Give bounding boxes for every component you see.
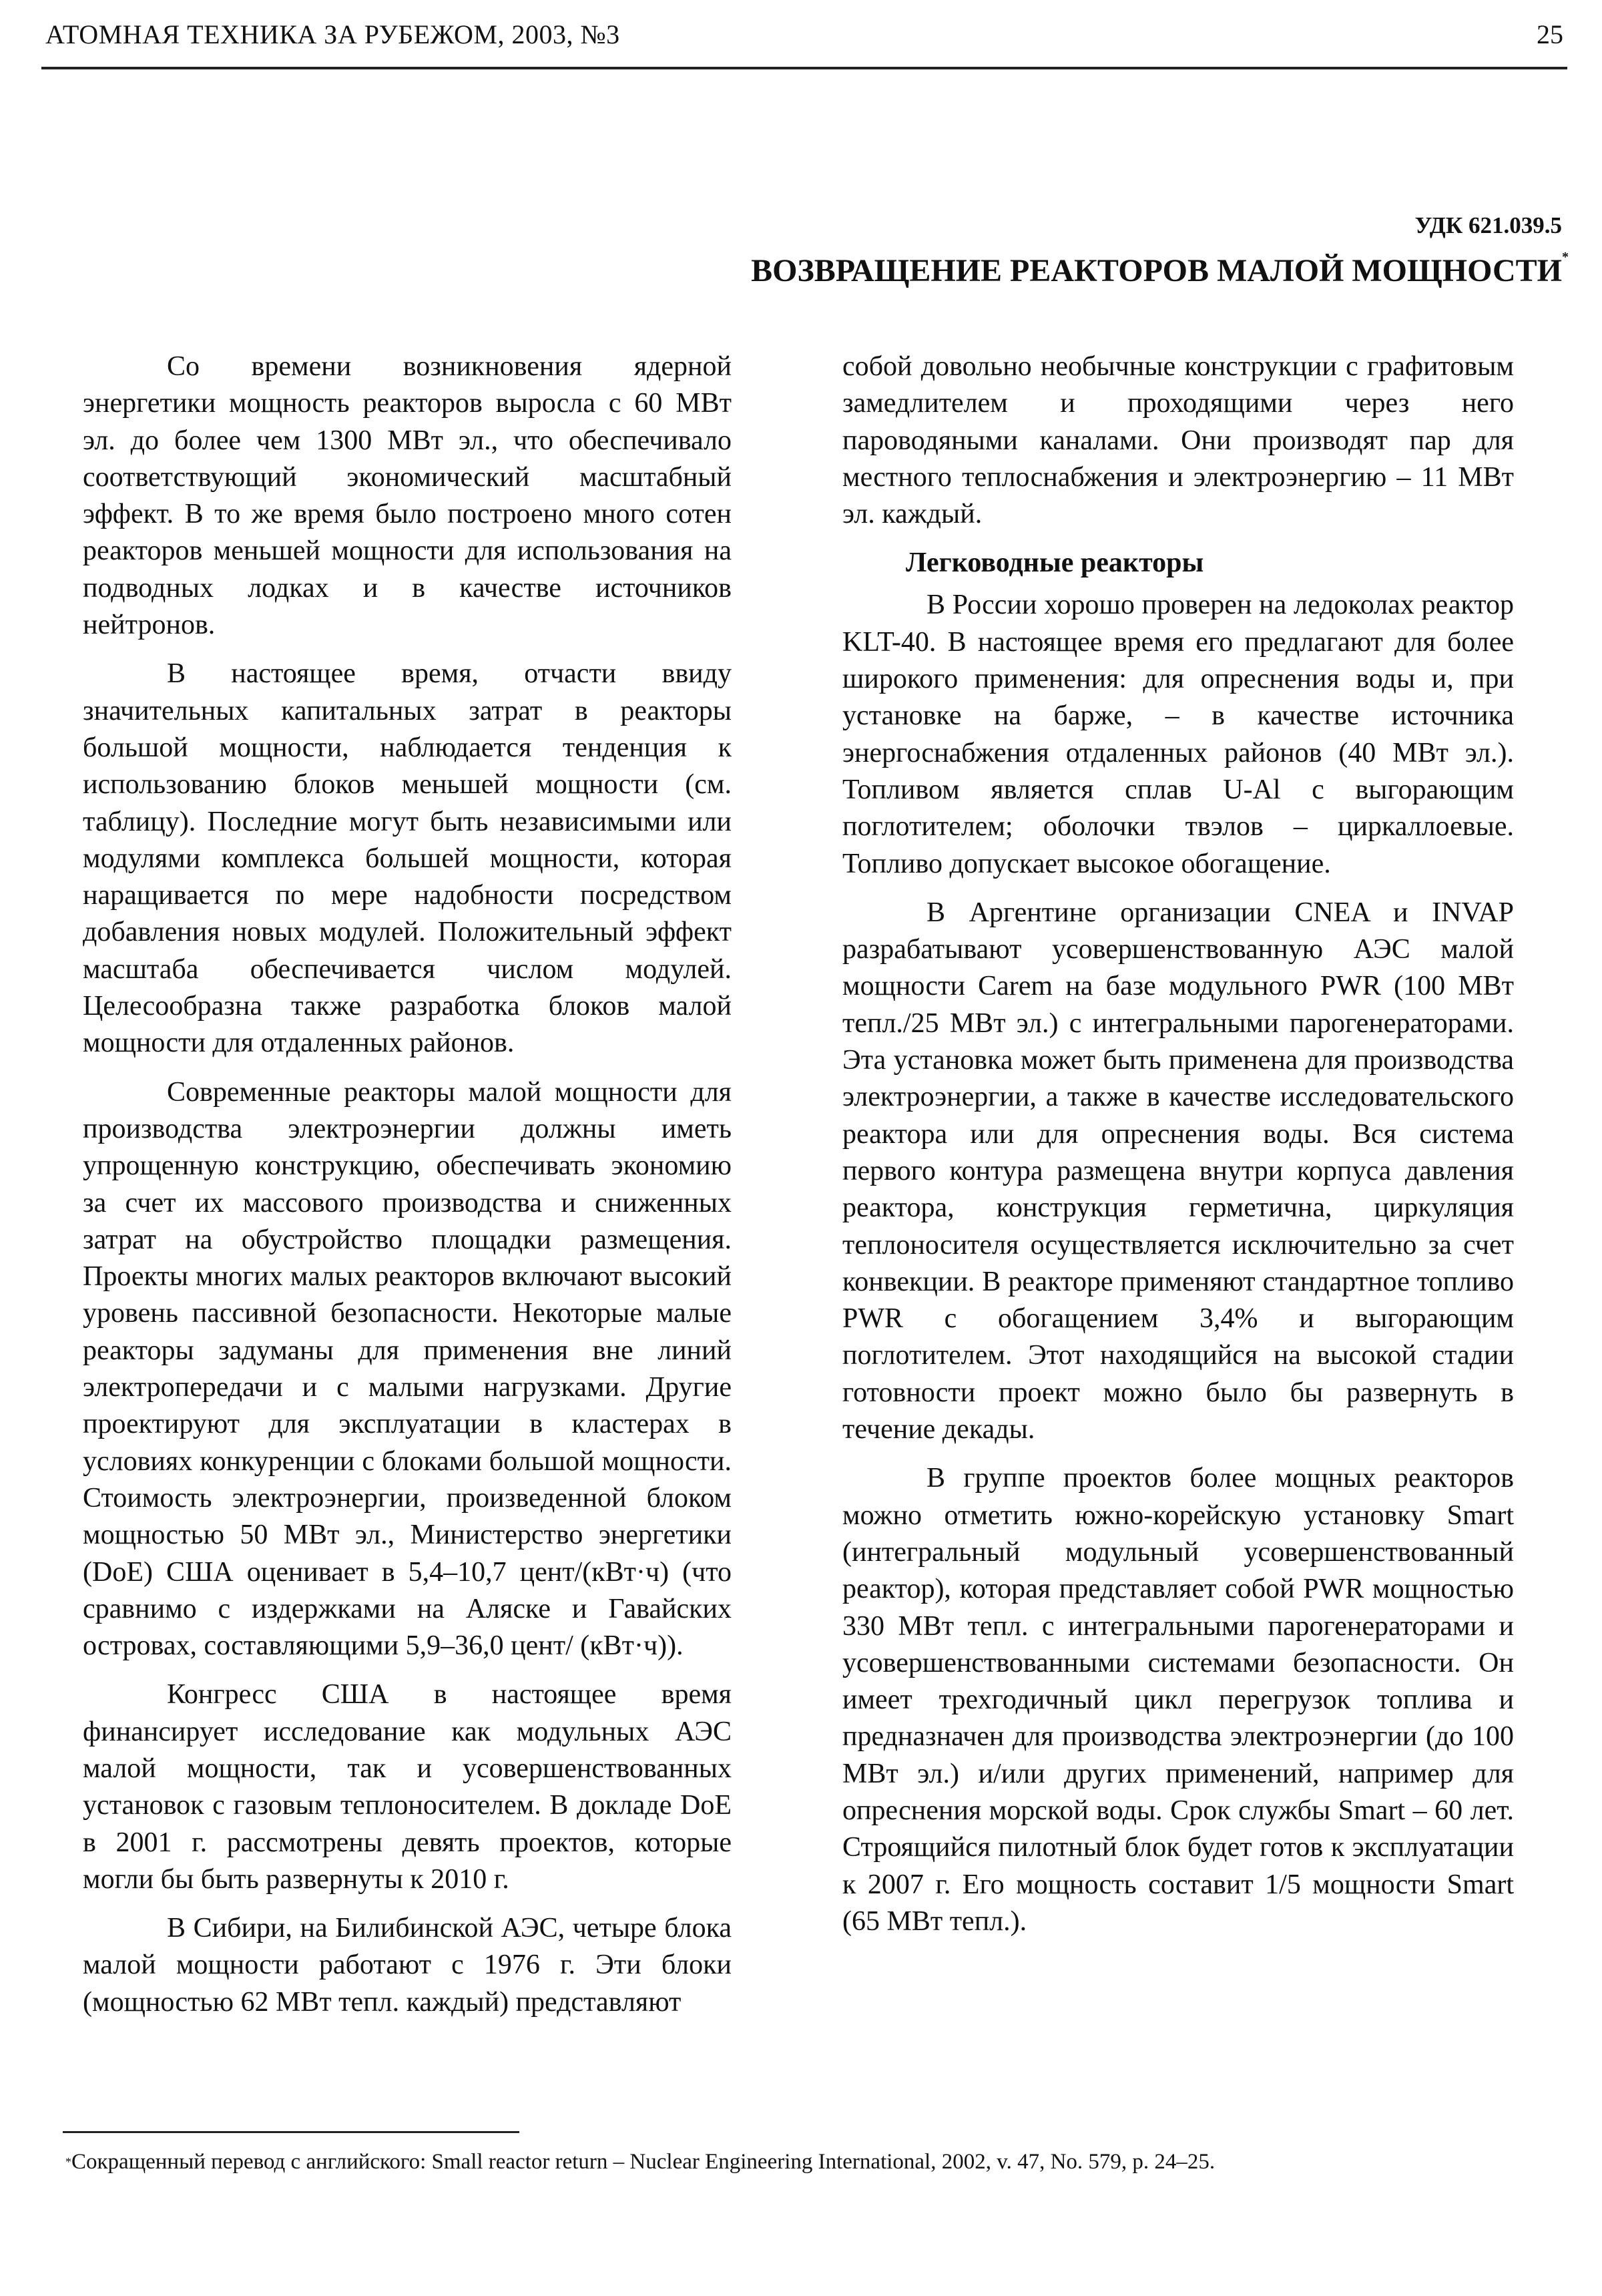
paragraph: В России хорошо проверен на ледоколах реактор KLT-40. В настоящее время его предлагают для более широкого применения: для опреснения воды и, при установке на барже, – в качестве источника энергоснабжения отдаленных районов (40 МВт эл.). Топливом является сплав U-Al с выгорающим поглотителем; оболочки твэлов – циркаллоевые. Топливо допускает высокое обогащение. bbox=[842, 590, 1514, 879]
page-number: 25 bbox=[1537, 19, 1563, 49]
section-heading: Легководные реакторы bbox=[906, 547, 1204, 579]
footnote-marker: * bbox=[65, 2155, 71, 2168]
paragraph-continuation: собой довольно необычные конструкции с графитовым замедлителем и проходящими через него пароводяными каналами. Они производят пар для местного теплоснабжения и электроэнергию – 11 МВт эл. каждый. bbox=[842, 351, 1514, 530]
running-head: АТОМНАЯ ТЕХНИКА ЗА РУБЕЖОМ, 2003, №3 bbox=[45, 19, 620, 49]
title-footnote-marker: * bbox=[1562, 250, 1569, 264]
paragraph: В Сибири, на Билибинской АЭС, четыре блока малой мощности работают с 1976 г. Эти блоки (мощностью 62 МВт тепл. каждый) представляют bbox=[83, 1913, 732, 2018]
paragraph: В группе проектов более мощных реакторов можно отметить южно-корейскую установку Smart (интегральный модульный усовершенствованный реактор), которая представляет собой PWR мощностью 330 МВт тепл. с интегральными парогенераторами и усовершенствованными системами безопасности. Он имеет трехгодичный цикл перегрузок топлива и предназначен для производства электроэнергии (до 100 МВт эл.) и/или других применений, например для опреснения морской воды. Срок службы Smart – 60 лет. Строящийся пилотный блок будет готов к эксплуатации к 2007 г. Его мощность составит 1/5 мощности Smart (65 МВт тепл.). bbox=[842, 1463, 1514, 1937]
header-rule bbox=[41, 67, 1567, 69]
footnote-rule bbox=[63, 2131, 519, 2133]
paragraph: Современные реакторы малой мощности для производства электроэнергии должны иметь упрощенную конструкцию, обеспечивать экономию за счет их массового производства и сниженных затрат на обустройство площадки размещения. Проекты многих малых реакторов включают высокий уровень пассивной безопасности. Некоторые малые реакторы задуманы для применения вне линий электропередачи и с малыми нагрузками. Другие проектируют для эксплуатации в кластерах в условиях конкуренции с блоками большой мощности. Стоимость электроэнергии, произведенной блоком мощностью 50 МВт эл., Министерство энергетики (DoE) США оценивает в 5,4–10,7 цент/(кВт·ч) (что сравнимо с издержками на Аляске и Гавайских островах, составляющими 5,9–36,0 цент/ (кВт·ч)). bbox=[83, 1076, 732, 1662]
paragraph: В Аргентине организации CNEA и INVAP разрабатывают усовершенствованную АЭС малой мощности Carem на базе модульного PWR (100 МВт тепл./25 МВт эл.) с интегральными парогенераторами. Эта установка может быть применена для производства электроэнергии, а также в качестве исследовательского реактора или для опреснения воды. Вся система первого контура размещена внутри корпуса давления реактора, конструкция герметична, циркуляция теплоносителя осуществляется исключительно за счет конвекции. В реакторе применяют стандартное топливо PWR с обогащением 3,4% и выгорающим поглотителем. Этот находящийся на высокой стадии готовности проект можно было бы развернуть в течение декады. bbox=[842, 897, 1514, 1445]
footnote bbox=[65, 2148, 1215, 2175]
paragraph: Со времени возникновения ядерной энергетики мощность реакторов выросла с 60 МВт эл. до более чем 1300 МВт эл., что обеспечивало соответствующий экономический масштабный эффект. В то же время было построено много сотен реакторов меньшей мощности для использования на подводных лодках и в качестве источников нейтронов. bbox=[83, 351, 732, 641]
article-title-text: ВОЗВРАЩЕНИЕ РЕАКТОРОВ МАЛОЙ МОЩНОСТИ bbox=[751, 253, 1562, 288]
udc-code: УДК 621.039.5 bbox=[1414, 212, 1562, 238]
paragraph: Конгресс США в настоящее время финансирует исследование как модульных АЭС малой мощности, так и усовершенствованных установок с газовым теплоносителем. В докладе DoE в 2001 г. рассмотрены девять проектов, которые могли бы быть развернуты к 2010 г. bbox=[83, 1679, 732, 1895]
paragraph: В настоящее время, отчасти ввиду значительных капитальных затрат в реакторы большой мощности, наблюдается тенденция к использованию блоков меньшей мощности (см. таблицу). Последние могут быть независимыми или модулями комплекса большей мощности, которая наращивается по мере надобности посредством добавления новых модулей. Положительный эффект масштаба обеспечивается числом модулей. Целесообразна также разработка блоков малой мощности для отдаленных районов. bbox=[83, 658, 732, 1059]
left-column bbox=[83, 349, 732, 2033]
footnote-text: Сокращенный перевод с английского: Small reactor return – Nuclear Engineering International, 2002, v. 47, No. 579, p. 24–25. bbox=[71, 2150, 1216, 2174]
article-title bbox=[751, 252, 1569, 289]
right-column bbox=[842, 349, 1514, 1952]
